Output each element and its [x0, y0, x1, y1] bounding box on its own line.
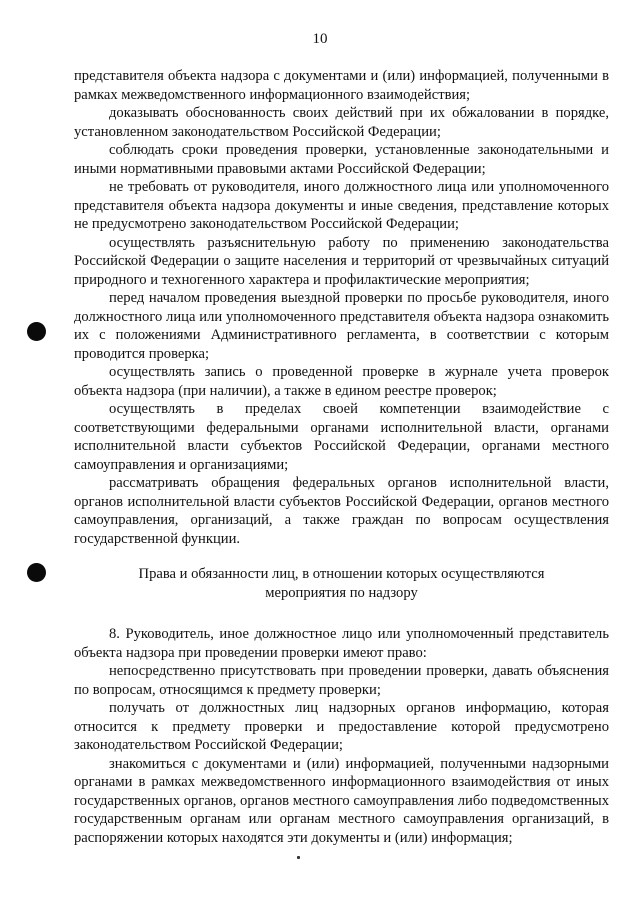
paragraph: осуществлять разъяснительную работу по применению законодательства Российской Федерации о защите населения и территорий от чрезвычайных ситуаций природного и техногенного характера и профилактические мероприятия;	[74, 234, 609, 288]
punch-hole-mark	[27, 322, 46, 341]
paragraph: знакомиться с документами и (или) информацией, полученными надзорными органами в рамках межведомственного информационного взаимодействия от иных государственных органов, органов местного самоуправления либо подведомственных государственным органам или органам местного самоуправления организаций, в распоряжении которых находятся эти документы и (или) информация;	[74, 755, 609, 846]
section-heading	[74, 565, 609, 602]
punch-hole-mark	[27, 563, 46, 582]
paragraph: перед началом проведения выездной проверки по просьбе руководителя, иного должностного лица или уполномоченного представителя объекта надзора ознакомить их с положениями Административного регламента, в соответствии с которым проводится проверка;	[74, 290, 609, 362]
paragraph: получать от должностных лиц надзорных органов информацию, которая относится к предмету проверки и предоставление которой предусмотрено законодательством Российской Федерации;	[74, 700, 609, 753]
paragraph: осуществлять запись о проведенной проверке в журнале учета проверок объекта надзора (при наличии), а также в едином реестре проверок;	[74, 364, 609, 399]
paragraph-clause-8: 8. Руководитель, иное должностное лицо или уполномоченный представитель объекта надзора при проведении проверки имеют право:	[74, 626, 609, 661]
section-heading-line-2: мероприятия по надзору	[265, 584, 418, 601]
paragraph: рассматривать обращения федеральных органов исполнительной власти, органов исполнительной власти субъектов Российской Федерации, органов местного самоуправления, организаций, а также граждан по вопросам осуществления государственной функции.	[74, 475, 609, 547]
section-heading-line-1: Права и обязанности лиц, в отношении которых осуществляются	[138, 566, 545, 582]
paragraph: осуществлять в пределах своей компетенции взаимодействие с соответствующими федеральными органами исполнительной власти, органами исполнительной власти субъектов Российской Федерации, органами местного самоуправления и организациями;	[74, 401, 609, 473]
scan-speck	[297, 856, 300, 859]
paragraph: доказывать обоснованность своих действий при их обжаловании в порядке, установленном законодательством Российской Федерации;	[74, 105, 609, 140]
page-number: 10	[312, 31, 328, 47]
paragraph: соблюдать сроки проведения проверки, установленные законодательными и иными нормативными правовыми актами Российской Федерации;	[74, 142, 609, 177]
paragraph: непосредственно присутствовать при проведении проверки, давать объяснения по вопросам, относящимся к предмету проверки;	[74, 663, 609, 698]
paragraph-continued: представителя объекта надзора с документами и (или) информацией, полученными в рамках межведомственного информационного взаимодействия;	[74, 68, 609, 103]
paragraph: не требовать от руководителя, иного должностного лица или уполномоченного представителя объекта надзора документы и иные сведения, представление которых не предусмотрено законодательством Российской Федерации;	[74, 179, 609, 232]
document-body	[74, 67, 609, 847]
